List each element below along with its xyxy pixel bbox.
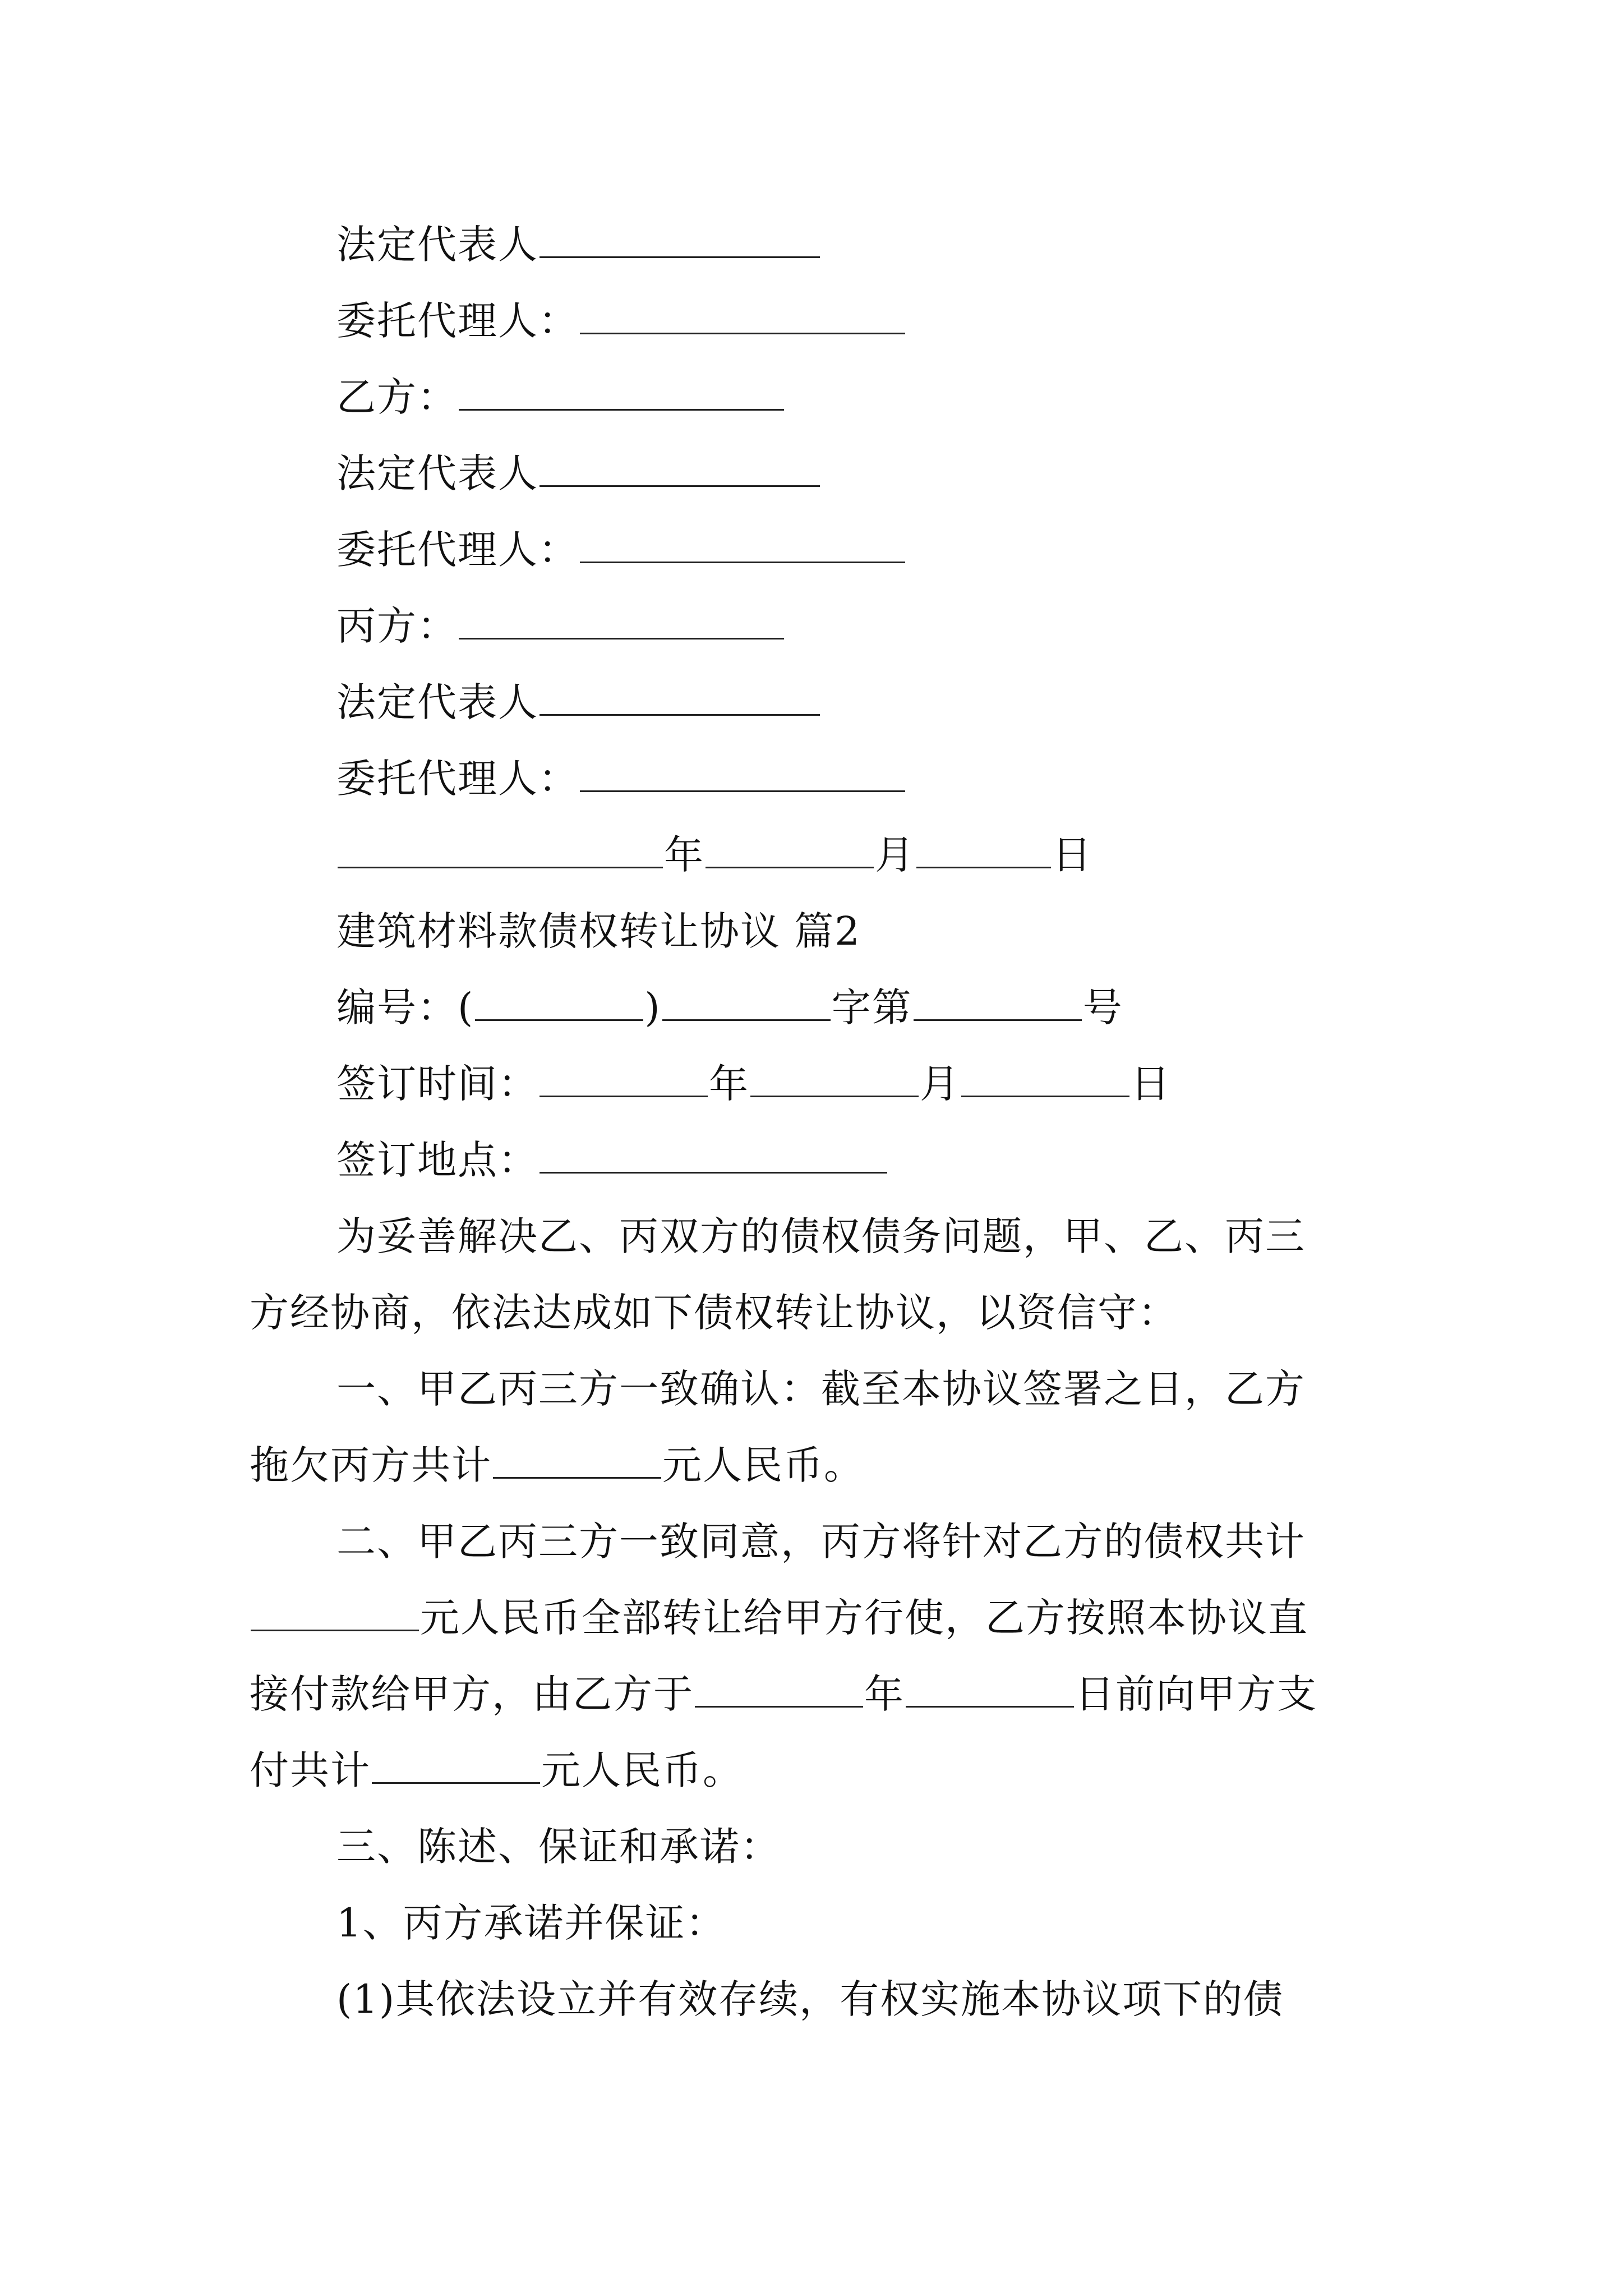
clause2-year-label: 年 xyxy=(864,1671,905,1717)
sign-place-line xyxy=(336,1133,1396,1187)
month-label: 月 xyxy=(875,832,915,878)
section-title: 建筑材料款债权转让协议 篇2 xyxy=(336,908,861,954)
clause1-line-2 xyxy=(250,1438,1394,1492)
clause2-before-label: 日前向甲方支 xyxy=(1075,1671,1317,1717)
clause2-line-2 xyxy=(250,1591,1394,1645)
number-line xyxy=(336,981,1396,1034)
clause2-day-blank xyxy=(906,1672,1074,1708)
legal-rep-blank xyxy=(540,223,820,258)
year-label: 年 xyxy=(664,832,704,878)
sign-time-label: 签订时间： xyxy=(336,1061,538,1107)
zi-di-label: 字第 xyxy=(831,984,912,1030)
agent-label: 委托代理人： xyxy=(336,527,579,573)
agent-blank xyxy=(580,757,905,792)
party-c-blank xyxy=(459,604,784,639)
day-label: 日 xyxy=(1052,832,1092,878)
clause2-total-label: 付共计 xyxy=(250,1747,371,1793)
clause1-owed-label: 拖欠丙方共计 xyxy=(250,1442,492,1488)
clause3-item1: (1)其依法设立并有效存续，有权实施本协议项下的债 xyxy=(336,1976,1284,2022)
party-b-label: 乙方： xyxy=(336,374,458,420)
party-c-label: 丙方： xyxy=(336,603,458,649)
sign-day-blank xyxy=(961,1062,1129,1097)
party-b-legal-rep-line xyxy=(336,447,1396,500)
intro-line-1: 为妥善解决乙、丙双方的债权债务问题，甲、乙、丙三 xyxy=(336,1213,1306,1259)
party-a-agent-line xyxy=(336,294,1396,348)
sign-year-blank xyxy=(540,1062,708,1097)
clause2-year-blank xyxy=(695,1672,863,1708)
year-blank xyxy=(338,833,663,868)
clause2-line-4 xyxy=(250,1743,1394,1797)
legal-rep-label: 法定代表人 xyxy=(336,222,538,268)
party-c-line xyxy=(336,599,1396,653)
sign-year-label: 年 xyxy=(709,1061,749,1107)
party-c-agent-line xyxy=(336,752,1396,806)
party-c-legal-rep-line xyxy=(336,675,1396,729)
clause3-title: 三、陈述、保证和承诺： xyxy=(336,1824,781,1870)
date-line xyxy=(336,828,1396,882)
clause1-line-1: 一、甲乙丙三方一致确认：截至本协议签署之日，乙方 xyxy=(336,1366,1306,1412)
intro-line-2: 方经协商，依法达成如下债权转让协议，以资信守： xyxy=(250,1290,1178,1336)
legal-rep-blank xyxy=(540,680,820,716)
clause1-amount-blank xyxy=(493,1443,661,1479)
agent-label: 委托代理人： xyxy=(336,298,579,344)
clause2-line-1: 二、甲乙丙三方一致同意，丙方将针对乙方的债权共计 xyxy=(336,1519,1306,1565)
party-b-agent-line xyxy=(336,523,1396,577)
close-paren: ) xyxy=(644,984,661,1030)
day-blank xyxy=(916,833,1051,868)
hao-label: 号 xyxy=(1082,984,1123,1030)
clause2-line-3 xyxy=(250,1667,1394,1721)
clause2-payment-label: 接付款给甲方，由乙方于 xyxy=(250,1671,694,1717)
agent-label: 委托代理人： xyxy=(336,756,579,802)
agent-blank xyxy=(580,528,905,563)
clause2-currency: 元人民币。 xyxy=(541,1747,743,1793)
number-blank-3 xyxy=(914,986,1082,1021)
number-blank-2 xyxy=(662,986,831,1021)
number-label: 编号：( xyxy=(336,984,474,1030)
agent-blank xyxy=(580,299,905,334)
sign-place-blank xyxy=(540,1138,887,1174)
legal-rep-blank xyxy=(540,452,820,487)
party-b-line xyxy=(336,370,1396,424)
clause2-total-blank xyxy=(372,1749,540,1784)
party-b-blank xyxy=(459,375,784,411)
legal-rep-label: 法定代表人 xyxy=(336,679,538,725)
sign-month-blank xyxy=(750,1062,919,1097)
sign-day-label: 日 xyxy=(1131,1061,1171,1107)
clause2-line-2-text: 元人民币全部转让给甲方行使，乙方按照本协议直 xyxy=(420,1595,1308,1641)
sign-place-label: 签订地点： xyxy=(336,1137,538,1183)
clause2-amount-blank xyxy=(251,1596,419,1631)
party-a-legal-rep-line xyxy=(336,218,1396,272)
sign-time-line xyxy=(336,1057,1396,1111)
month-blank xyxy=(706,833,874,868)
number-blank-1 xyxy=(475,986,643,1021)
clause1-currency: 元人民币。 xyxy=(662,1442,864,1488)
clause3-sub1: 1、丙方承诺并保证： xyxy=(336,1900,726,1946)
legal-rep-label: 法定代表人 xyxy=(336,450,538,496)
sign-month-label: 月 xyxy=(920,1061,960,1107)
